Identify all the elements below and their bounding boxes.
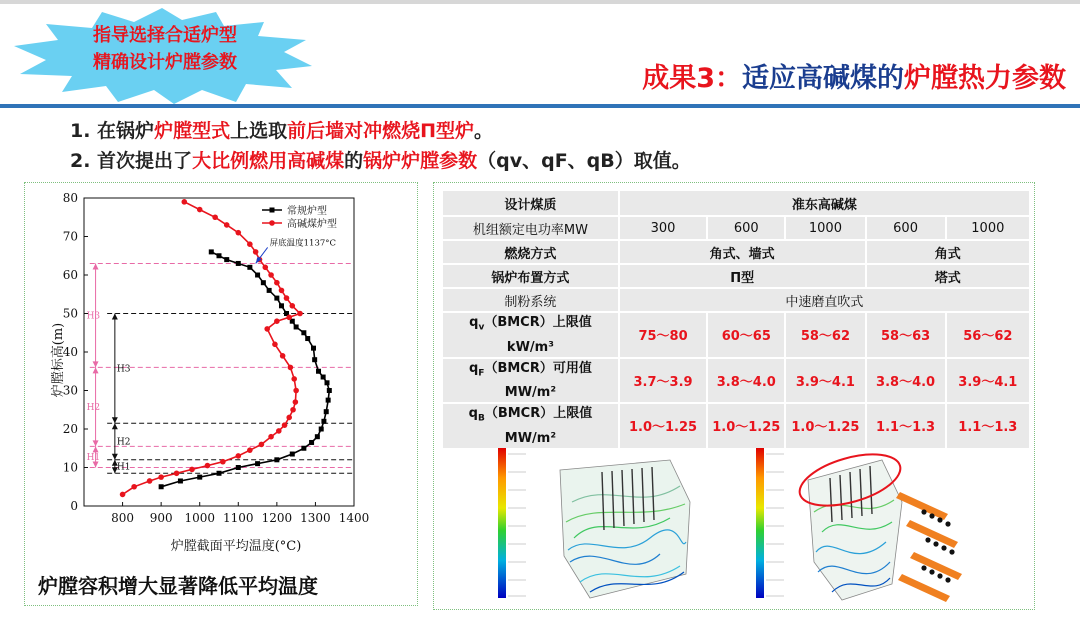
qf-label-cell xyxy=(443,359,618,403)
qv-cell: 58～63 xyxy=(867,313,945,357)
series-point xyxy=(178,478,183,483)
color-scale-bar xyxy=(756,448,764,598)
layout-left-cell: Π型 xyxy=(620,265,865,287)
series-point xyxy=(247,447,253,453)
qv-cell: 75～80 xyxy=(620,313,706,357)
series-point xyxy=(316,369,321,374)
black-region-label: H1 xyxy=(116,462,131,473)
milling-value-cell: 中速磨直吹式 xyxy=(620,289,1029,311)
series-point xyxy=(279,303,284,308)
x-tick-label: 1300 xyxy=(300,511,331,525)
red-arrow xyxy=(93,446,99,452)
combustion-left-cell: 角式、墙式 xyxy=(620,241,865,263)
series-point xyxy=(267,288,272,293)
series-point xyxy=(289,303,295,309)
series-point xyxy=(321,419,326,424)
series-point xyxy=(301,330,306,335)
red-arrow xyxy=(93,361,99,367)
qf-cell: 3.9～4.1 xyxy=(947,359,1029,403)
qb-cell: 1.1～1.3 xyxy=(947,404,1029,448)
y-tick-label: 0 xyxy=(70,499,78,513)
series-point xyxy=(282,422,288,428)
point-1-d: 前后墙对冲燃烧Π型炉 xyxy=(287,120,474,142)
point-2-c: 的 xyxy=(344,150,364,172)
series-point xyxy=(327,388,332,393)
qf-label-rest: （BMCR）可用值 xyxy=(484,360,592,376)
qv-label-q: q xyxy=(469,315,479,330)
series-point xyxy=(276,428,282,434)
qv-cell: 60～65 xyxy=(708,313,784,357)
series-point xyxy=(286,415,292,421)
series-point xyxy=(131,484,137,490)
series-point xyxy=(197,475,202,480)
qf-cell: 3.8～4.0 xyxy=(708,359,784,403)
series-point xyxy=(268,272,274,278)
black-arrow xyxy=(112,314,118,320)
series-point xyxy=(301,446,306,451)
series-point xyxy=(147,478,153,484)
series-point xyxy=(120,492,126,498)
red-arrow xyxy=(93,440,99,446)
x-tick-label: 1000 xyxy=(184,511,215,525)
title-suffix: 炉膛热力参数 xyxy=(904,63,1066,94)
chart-annotation: 屏底温度1137°C xyxy=(269,238,337,249)
title-mid: 适应高碱煤的 xyxy=(742,63,904,94)
qf-cell: 3.8～4.0 xyxy=(867,359,945,403)
qv-label-sub: v xyxy=(478,322,485,333)
table-row xyxy=(443,241,1029,263)
color-scale-bar xyxy=(498,448,506,598)
title-rule xyxy=(0,104,1080,108)
series-point xyxy=(324,409,329,414)
x-tick-label: 900 xyxy=(149,511,173,525)
y-tick-label: 70 xyxy=(62,229,78,244)
x-tick-label: 1200 xyxy=(261,511,293,525)
series-point xyxy=(319,427,324,432)
red-region-label: H1 xyxy=(86,452,101,463)
black-region-label: H3 xyxy=(116,364,131,375)
table-row xyxy=(443,265,1029,287)
legend-label: 高碱煤炉型 xyxy=(287,219,337,230)
point-1-b: 炉膛型式 xyxy=(154,120,231,142)
capacity-cell: 600 xyxy=(708,217,784,239)
table-row xyxy=(443,191,1029,215)
y-tick-label: 80 xyxy=(62,191,78,205)
series-point xyxy=(297,311,303,317)
top-rule xyxy=(0,0,1080,4)
series-point xyxy=(224,257,229,262)
series-point xyxy=(262,265,268,271)
series-point xyxy=(235,453,241,459)
qf-label-q: q xyxy=(468,360,479,376)
y-tick-label: 20 xyxy=(62,422,78,436)
black-arrow xyxy=(112,417,118,423)
title-prefix: 成果3： xyxy=(642,63,742,94)
qf-label-sub: F xyxy=(478,368,485,379)
black-region-label: H2 xyxy=(116,437,131,448)
point-1-e: 。 xyxy=(474,120,494,142)
series-point xyxy=(261,280,266,285)
series-point xyxy=(315,434,320,439)
qv-label-cell xyxy=(443,313,618,357)
table-row xyxy=(443,289,1029,311)
banner-line-2: 精确设计炉膛参数 xyxy=(93,52,237,73)
red-arrow xyxy=(93,367,99,373)
series-point xyxy=(220,459,226,465)
y-tick-label: 10 xyxy=(62,460,78,475)
series-point xyxy=(209,249,214,254)
capacity-cell: 600 xyxy=(867,217,945,239)
table-row xyxy=(443,359,1029,403)
legend-marker xyxy=(269,220,275,226)
point-2-e: （qv、qF、qB）取值。 xyxy=(477,150,691,172)
series-point xyxy=(290,407,296,413)
qb-cell: 1.0～1.25 xyxy=(620,404,706,448)
point-2-a: 2. 首次提出了 xyxy=(70,150,193,172)
series-point xyxy=(288,365,294,371)
header-label-cell: 设计煤质 xyxy=(443,191,618,215)
black-arrow xyxy=(112,423,118,429)
series-point xyxy=(293,388,299,394)
qb-cell: 1.0～1.25 xyxy=(786,404,864,448)
capacity-cell: 300 xyxy=(620,217,706,239)
series-point xyxy=(274,457,279,462)
chart-legend xyxy=(262,204,337,230)
point-1-a: 1. 在锅炉 xyxy=(70,120,155,142)
key-points xyxy=(70,116,691,176)
parameter-table xyxy=(441,189,1031,450)
series-point xyxy=(286,315,292,321)
qb-cell: 1.1～1.3 xyxy=(867,404,945,448)
series-point xyxy=(255,461,260,466)
series-point xyxy=(305,336,310,341)
point-2 xyxy=(70,146,691,176)
cfd-simulation-high-alkali xyxy=(752,442,992,604)
series-point xyxy=(280,353,286,359)
temperature-profile-chart xyxy=(26,184,416,564)
capacity-cell: 1000 xyxy=(947,217,1029,239)
series-point xyxy=(247,241,253,247)
series-point xyxy=(197,207,203,213)
combustion-label-cell: 燃烧方式 xyxy=(443,241,618,263)
series-point xyxy=(309,440,314,445)
series-point xyxy=(174,470,180,476)
qb-label-sub: B xyxy=(477,413,485,424)
black-arrow xyxy=(112,454,118,460)
y-tick-label: 40 xyxy=(62,345,78,359)
color-scale-ticks xyxy=(508,454,526,596)
point-1 xyxy=(70,116,691,146)
layout-right-cell: 塔式 xyxy=(867,265,1030,287)
y-tick-label: 30 xyxy=(62,383,78,398)
cfd-simulation-conventional xyxy=(490,442,710,604)
qf-cell: 3.7～3.9 xyxy=(620,359,706,403)
series-point xyxy=(284,295,290,301)
series-line xyxy=(161,252,329,487)
layout-label-cell: 锅炉布置方式 xyxy=(443,265,618,287)
series-point xyxy=(272,342,278,348)
series-point xyxy=(247,265,252,270)
point-2-d: 锅炉炉膛参数 xyxy=(363,150,478,172)
capacity-cell: 1000 xyxy=(786,217,864,239)
series-point xyxy=(253,249,259,255)
series-point xyxy=(159,484,164,489)
qb-cell: 1.0～1.25 xyxy=(708,404,784,448)
series-point xyxy=(224,222,230,228)
series-point xyxy=(279,288,285,294)
point-1-c: 上选取 xyxy=(230,120,288,142)
chart-caption: 炉膛容积增大显著降低平均温度 xyxy=(38,574,318,598)
series-point xyxy=(158,474,164,480)
series-point xyxy=(212,214,218,220)
qb-unit: MW/m² xyxy=(504,430,557,446)
series-point xyxy=(274,280,280,286)
series-point xyxy=(236,261,241,266)
capacity-label-cell: 机组额定电功率MW xyxy=(443,217,618,239)
header-value-cell: 准东高碱煤 xyxy=(620,191,1029,215)
color-scale-ticks xyxy=(766,454,784,596)
series-point xyxy=(321,375,326,380)
series-point xyxy=(274,296,279,301)
x-tick-label: 1400 xyxy=(338,511,370,525)
qf-unit: MW/m² xyxy=(504,385,557,401)
series-point xyxy=(274,318,280,324)
banner-text xyxy=(60,22,270,76)
series-point xyxy=(264,326,270,332)
series-point xyxy=(259,442,265,448)
series-point xyxy=(293,399,299,405)
qv-unit: kW/m³ xyxy=(506,339,554,355)
page-title xyxy=(642,56,1066,95)
milling-label-cell: 制粉系统 xyxy=(443,289,618,311)
series-point xyxy=(268,434,274,440)
point-2-b: 大比例燃用高碱煤 xyxy=(192,150,345,172)
qb-label-rest: （BMCR）上限值 xyxy=(484,406,593,422)
series-point xyxy=(255,273,260,278)
furnace-box xyxy=(560,460,690,598)
x-tick-label: 1100 xyxy=(223,511,254,525)
y-tick-label: 60 xyxy=(62,268,78,282)
legend-marker xyxy=(270,208,275,213)
series-point xyxy=(236,465,241,470)
legend-label: 常规炉型 xyxy=(287,206,327,217)
table-row xyxy=(443,313,1029,357)
qf-cell: 3.9～4.1 xyxy=(786,359,864,403)
series-point xyxy=(181,199,187,205)
series-point xyxy=(311,346,316,351)
series-point xyxy=(217,253,222,258)
banner-line-1: 指导选择合适炉型 xyxy=(93,25,237,46)
qv-cell: 58～62 xyxy=(786,313,864,357)
series-point xyxy=(312,357,317,362)
series-point xyxy=(189,467,195,473)
y-axis-label: 炉膛标高(m) xyxy=(51,322,66,398)
red-arrow xyxy=(93,263,99,269)
combustion-right-cell: 角式 xyxy=(867,241,1030,263)
qb-label-q: q xyxy=(468,406,478,422)
y-tick-label: 50 xyxy=(62,306,78,321)
series-point xyxy=(235,230,241,236)
table-row xyxy=(443,217,1029,239)
furnace-box xyxy=(808,460,902,600)
series-point xyxy=(217,471,222,476)
red-region-label: H3 xyxy=(86,311,101,322)
series-point xyxy=(290,452,295,457)
series-point xyxy=(205,463,211,469)
burner-arrows xyxy=(896,492,962,602)
qv-cell: 56～62 xyxy=(947,313,1029,357)
series-point xyxy=(326,398,331,403)
x-tick-label: 800 xyxy=(111,511,135,525)
series-point xyxy=(325,380,330,385)
series-point xyxy=(294,324,299,329)
x-axis-label: 炉膛截面平均温度(°C) xyxy=(170,539,302,554)
series-point xyxy=(291,376,297,382)
red-region-label: H2 xyxy=(86,402,101,413)
qv-label-rest: （BMCR）上限值 xyxy=(484,315,592,330)
